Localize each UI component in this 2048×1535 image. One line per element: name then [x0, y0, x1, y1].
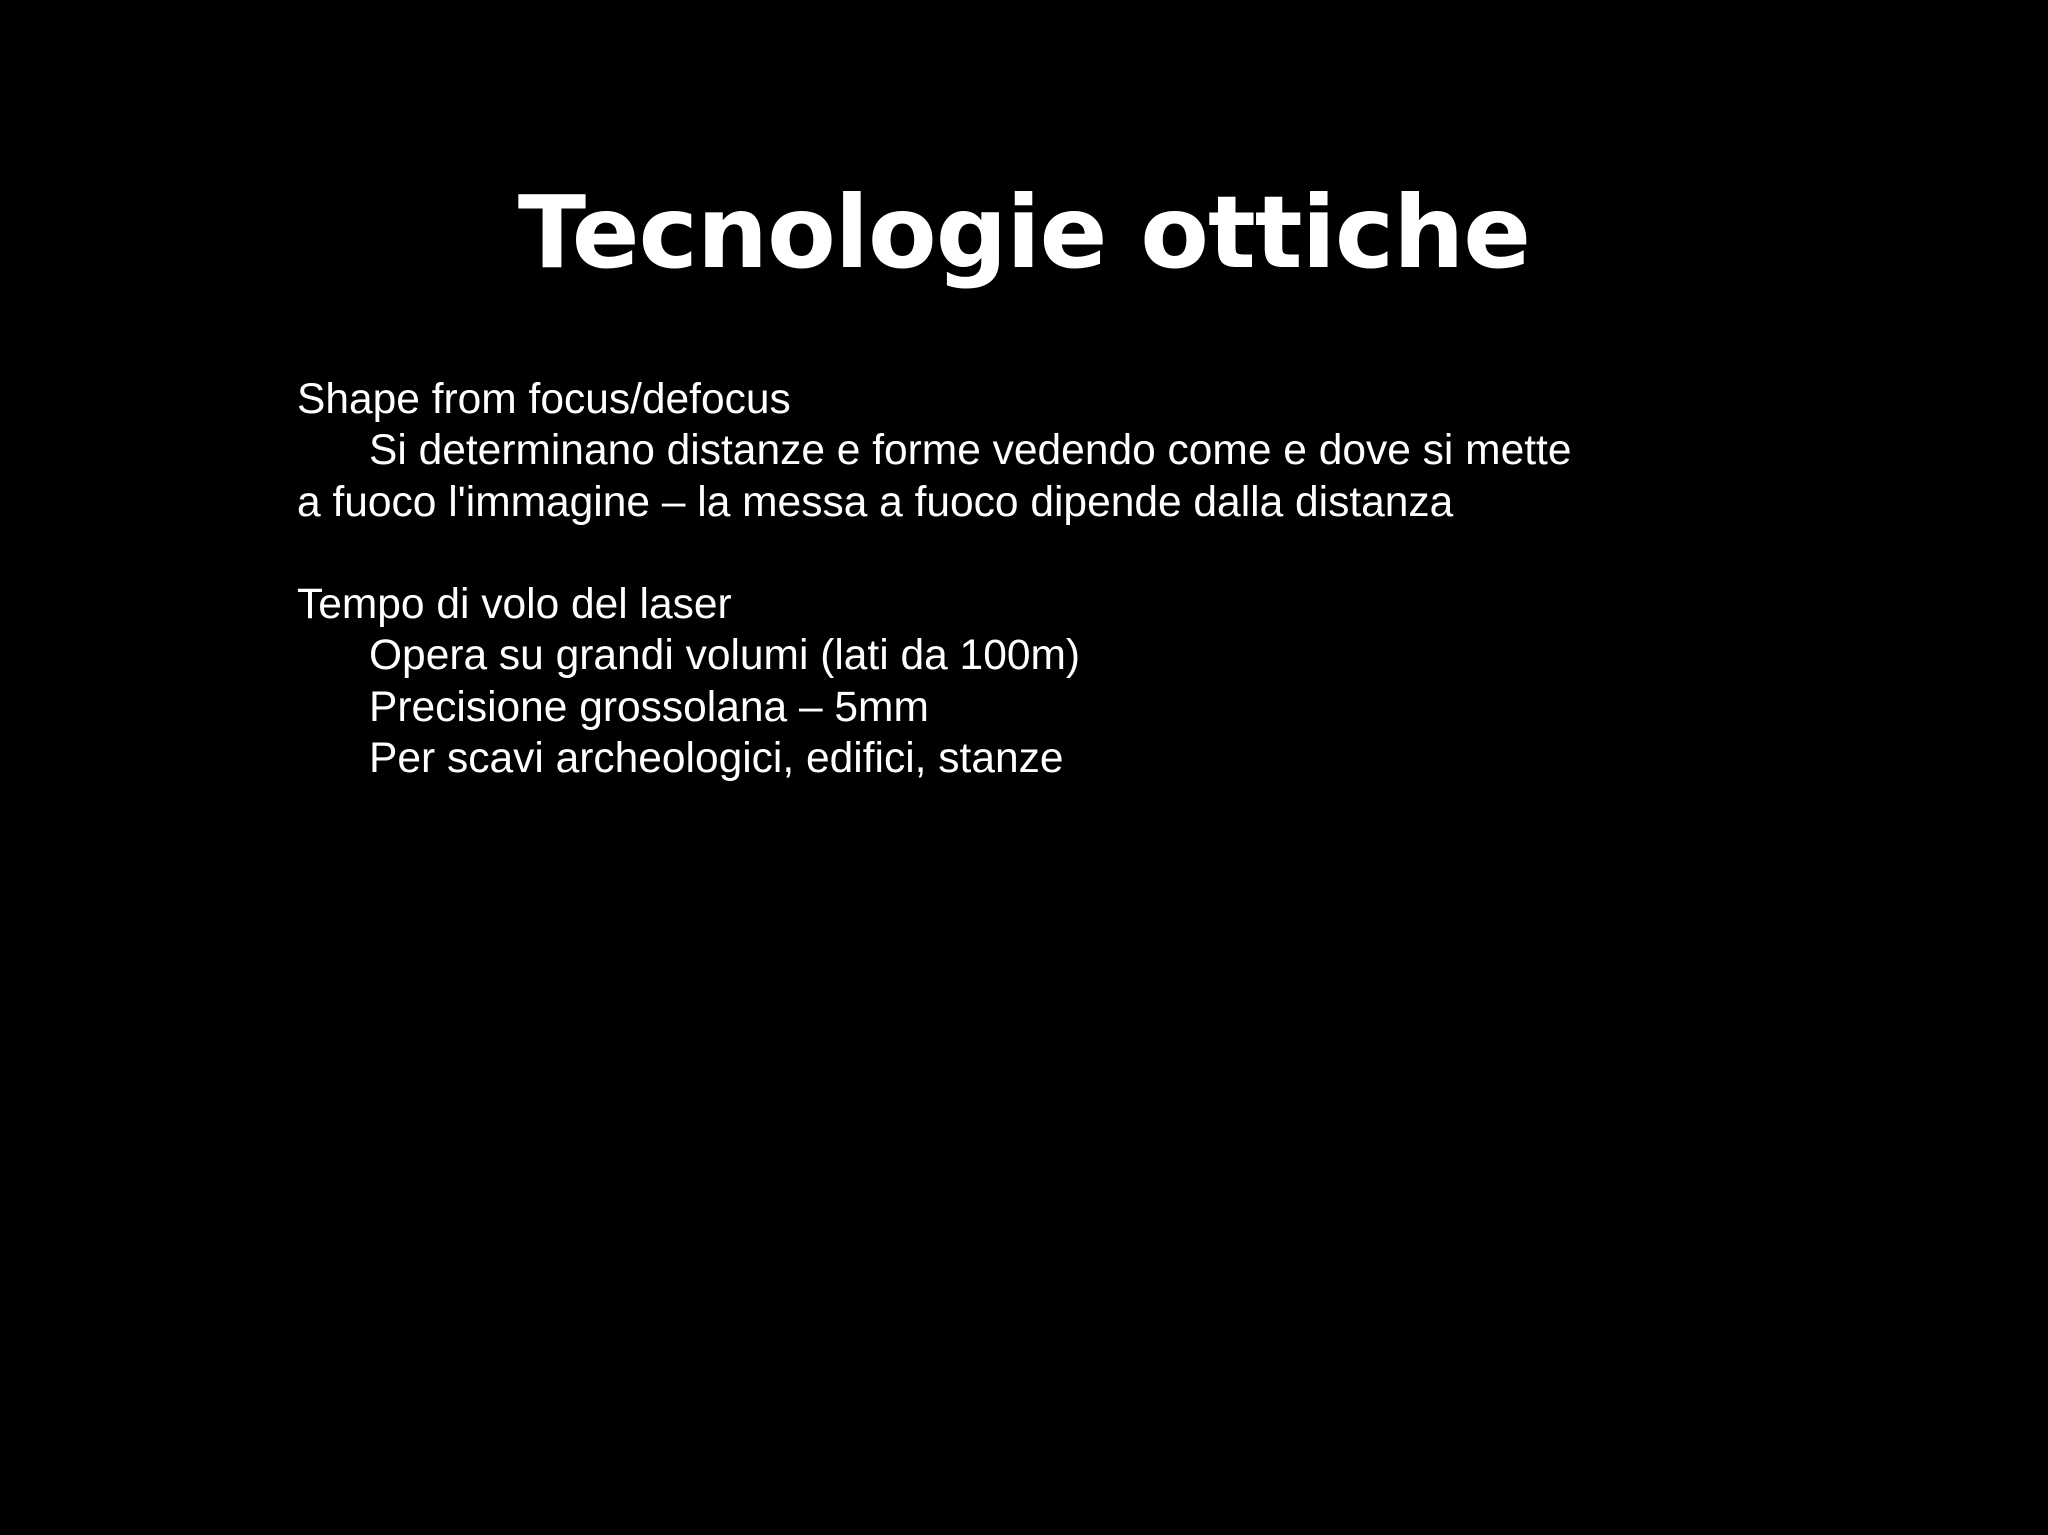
- slide-title: Tecnologie ottiche: [517, 174, 1531, 291]
- section-line: Per scavi archeologici, edifici, stanze: [369, 735, 1064, 783]
- section-shape-from-focus: [297, 374, 1587, 528]
- section-line: Opera su grandi volumi (lati da 100m): [369, 632, 1081, 680]
- section-line: Si determinano distanze e forme vedendo come e dove si mette a fuoco l'immagine – la messa a fuoco dipende dalla distanza: [297, 427, 1572, 526]
- section-heading: Tempo di volo del laser: [297, 581, 732, 629]
- section-laser-time-of-flight: [297, 579, 1587, 784]
- section-line: Precisione grossolana – 5mm: [369, 683, 929, 731]
- section-heading: Shape from focus/defocus: [297, 376, 791, 423]
- slide-body: [297, 374, 1587, 784]
